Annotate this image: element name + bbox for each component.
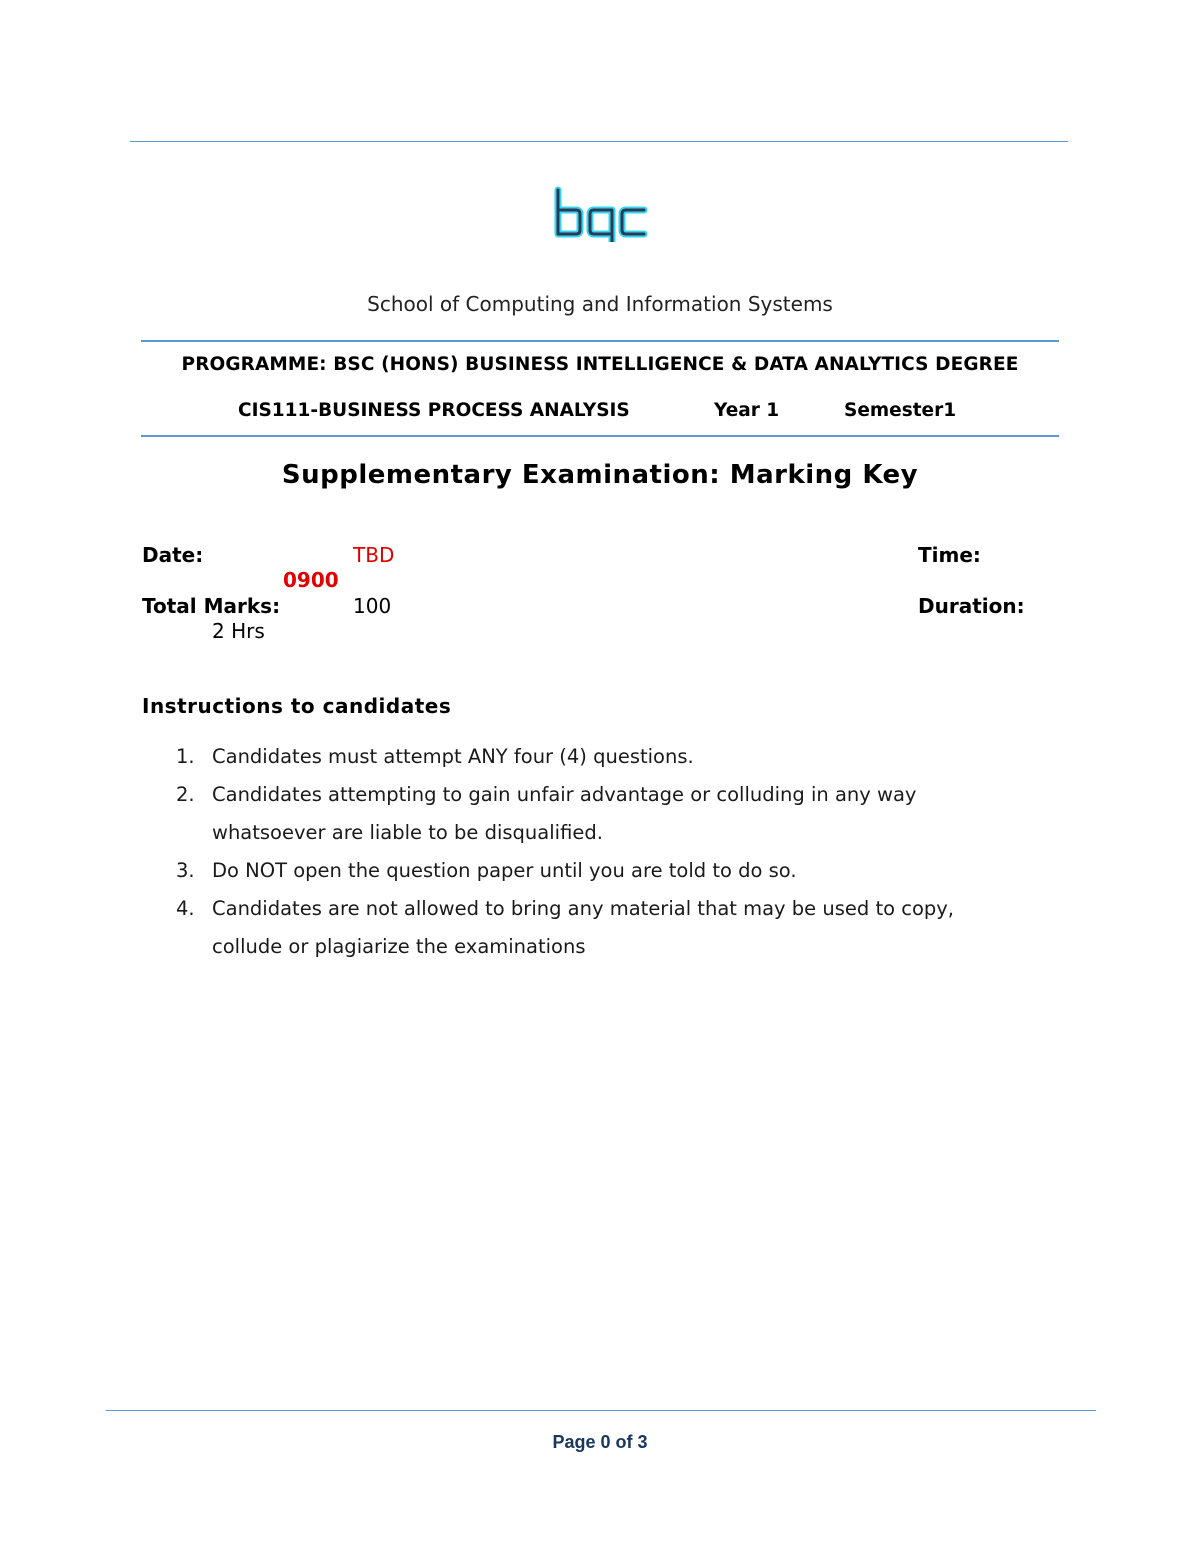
course-semester: Semester1 xyxy=(844,400,957,421)
time-label: Time: xyxy=(918,543,981,567)
instruction-item xyxy=(142,890,1042,966)
instruction-number: 3. xyxy=(176,859,195,882)
total-marks-value: 100 xyxy=(353,594,392,618)
page-number: Page 0 of 3 xyxy=(552,1432,648,1452)
school-name: School of Computing and Information Systems xyxy=(367,292,833,316)
duration-value: 2 Hrs xyxy=(212,619,265,643)
header-rule-top xyxy=(130,141,1068,142)
instruction-item xyxy=(142,852,1042,890)
time-value: 0900 xyxy=(283,568,339,592)
programme-rule-top xyxy=(141,340,1059,342)
programme-rule-bottom xyxy=(141,435,1059,437)
instruction-text: Candidates attempting to gain unfair advantage or colluding in any way xyxy=(212,783,917,806)
date-label: Date: xyxy=(142,543,204,567)
instruction-number: 4. xyxy=(176,897,195,920)
bqc-logo-icon xyxy=(552,186,648,242)
instructions-list xyxy=(142,738,1042,966)
duration-label: Duration: xyxy=(918,594,1025,618)
instruction-number: 2. xyxy=(176,783,195,806)
course-year: Year 1 xyxy=(714,400,780,421)
exam-title: Supplementary Examination: Marking Key xyxy=(281,460,919,490)
instruction-number: 1. xyxy=(176,745,195,768)
instruction-text: Do NOT open the question paper until you are told to do so. xyxy=(212,859,797,882)
instruction-text: Candidates must attempt ANY four (4) questions. xyxy=(212,745,694,768)
instruction-text: collude or plagiarize the examinations xyxy=(212,935,586,958)
bqc-logo xyxy=(552,186,648,242)
footer-rule xyxy=(106,1410,1096,1411)
instruction-item xyxy=(142,776,1042,852)
instruction-text: whatsoever are liable to be disqualified. xyxy=(212,821,603,844)
instructions-heading: Instructions to candidates xyxy=(142,694,452,718)
programme-title: PROGRAMME: BSC (HONS) BUSINESS INTELLIGENCE & DATA ANALYTICS DEGREE xyxy=(181,354,1019,375)
instruction-text: Candidates are not allowed to bring any material that may be used to copy, xyxy=(212,897,954,920)
total-marks-label: Total Marks: xyxy=(142,594,281,618)
instruction-item xyxy=(142,738,1042,776)
date-value: TBD xyxy=(353,543,395,567)
course-code: CIS111-BUSINESS PROCESS ANALYSIS xyxy=(238,400,630,421)
